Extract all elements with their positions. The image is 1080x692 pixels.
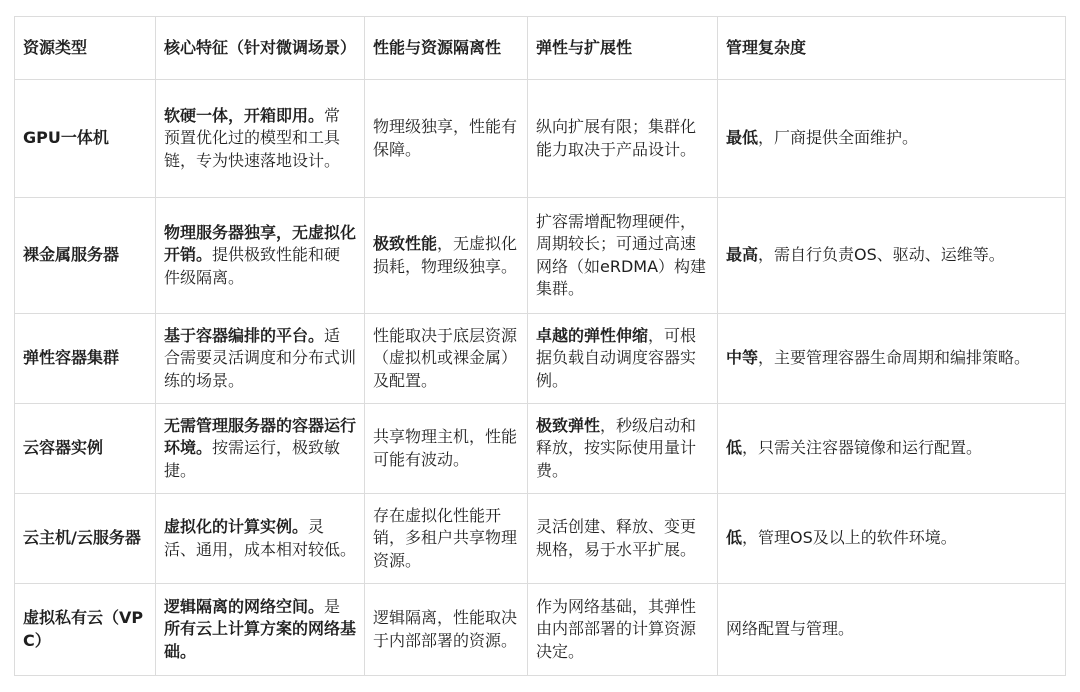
core-features-bold: 软硬一体，开箱即用。 (164, 105, 325, 125)
performance-cell: 逻辑隔离，性能取决于内部部署的资源。 (365, 584, 528, 676)
core-features-bold: 物理服务器独享，无虚拟化开销。 (164, 222, 357, 265)
elasticity-bold: 卓越的弹性伸缩 (536, 325, 649, 345)
core-features-cell (156, 494, 365, 584)
management-bold: 低 (726, 438, 743, 458)
table-row (15, 80, 1066, 198)
core-features-bold-2: 所有云上计算方案的网络基础。 (164, 619, 357, 661)
core-features-cell (156, 314, 365, 404)
management-text: ，管理OS及以上的软件环境。 (742, 528, 957, 548)
management-text: ，需自行负责OS、驱动、运维等。 (758, 245, 1005, 265)
core-features-cell (156, 584, 365, 676)
elasticity-cell (528, 404, 718, 494)
header-elasticity: 弹性与扩展性 (528, 17, 718, 80)
core-features-text: 按需运行，极致敏捷。 (164, 438, 341, 480)
elasticity-text: 纵向扩展有限；集群化能力取决于产品设计。 (536, 117, 697, 159)
elasticity-cell (528, 80, 718, 198)
elasticity-text: ，秒级启动和释放，按实际使用量计费。 (536, 415, 697, 480)
comparison-table (14, 16, 1066, 676)
core-features-text: 是 (324, 596, 341, 616)
performance-text: ，无虚拟化损耗，物理级独享。 (373, 234, 518, 276)
management-cell (718, 314, 1066, 404)
management-cell (718, 404, 1066, 494)
performance-cell (365, 314, 528, 404)
elasticity-text: 扩容需增配物理硬件，周期较长；可通过高速网络（如eRDMA）构建集群。 (536, 211, 707, 298)
core-features-bold: 虚拟化的计算实例。 (164, 517, 309, 536)
core-features-cell (156, 404, 365, 494)
performance-cell (365, 80, 528, 198)
performance-text: 物理级独享，性能有保障。 (373, 117, 518, 159)
header-management-complexity: 管理复杂度 (718, 17, 1066, 80)
management-cell (718, 198, 1066, 314)
elasticity-cell (528, 198, 718, 314)
core-features-text: 灵活、通用，成本相对较低。 (164, 517, 357, 559)
performance-bold: 极致性能 (373, 234, 438, 253)
elasticity-cell (528, 314, 718, 404)
performance-text: 存在虚拟化性能开销，多租户共享物理资源。 (373, 505, 518, 570)
core-features-text: 提供极致性能和硬件级隔离。 (164, 245, 341, 287)
header-row (15, 17, 1066, 80)
performance-cell (365, 494, 528, 584)
management-text: ，只需关注容器镜像和运行配置。 (742, 438, 983, 458)
header-core-features: 核心特征（针对微调场景） (156, 17, 365, 80)
core-features-cell (156, 198, 365, 314)
elasticity-cell (528, 494, 718, 584)
row-type-cell: GPU一体机 (15, 80, 156, 198)
row-type-cell: 虚拟私有云（VPC） (15, 584, 156, 676)
header-performance-isolation: 性能与资源隔离性 (365, 17, 528, 80)
management-bold: 最高 (726, 245, 759, 265)
performance-cell (365, 198, 528, 314)
management-bold: 最低 (726, 128, 759, 148)
elasticity-bold: 极致弹性 (536, 415, 601, 435)
core-features-text: 适合需要灵活调度和分布式训练的场景。 (164, 325, 357, 390)
core-features-text: 常预置优化过的模型和工具链，专为快速落地设计。 (164, 105, 341, 170)
management-bold: 低 (726, 528, 743, 548)
row-type-cell: 弹性容器集群 (15, 314, 156, 404)
management-bold: 中等 (726, 348, 759, 368)
table-row (15, 314, 1066, 404)
performance-cell (365, 404, 528, 494)
header-resource-type: 资源类型 (15, 17, 156, 80)
table-row (15, 494, 1066, 584)
performance-text: 性能取决于底层资源（虚拟机或裸金属）及配置。 (373, 325, 518, 390)
management-text: ，主要管理容器生命周期和编排策略。 (758, 348, 1031, 368)
elasticity-text: 灵活创建、释放、变更规格，易于水平扩展。 (536, 517, 697, 559)
management-text: ，厂商提供全面维护。 (758, 128, 919, 148)
management-cell (718, 494, 1066, 584)
row-type-cell: 裸金属服务器 (15, 198, 156, 314)
core-features-bold: 逻辑隔离的网络空间。 (164, 596, 325, 616)
row-type-cell: 云主机/云服务器 (15, 494, 156, 584)
core-features-bold: 基于容器编排的平台。 (164, 325, 325, 345)
row-type-cell: 云容器实例 (15, 404, 156, 494)
core-features-bold: 无需管理服务器的容器运行环境。 (164, 415, 357, 458)
table-row-vpc (15, 584, 1066, 676)
management-cell: 网络配置与管理。 (718, 584, 1066, 676)
management-cell (718, 80, 1066, 198)
performance-text: 共享物理主机，性能可能有波动。 (373, 427, 518, 469)
elasticity-text: ，可根据负载自动调度容器实例。 (536, 325, 697, 390)
core-features-cell (156, 80, 365, 198)
elasticity-cell: 作为网络基础，其弹性由内部部署的计算资源决定。 (528, 584, 718, 676)
table-row (15, 198, 1066, 314)
table-row (15, 404, 1066, 494)
